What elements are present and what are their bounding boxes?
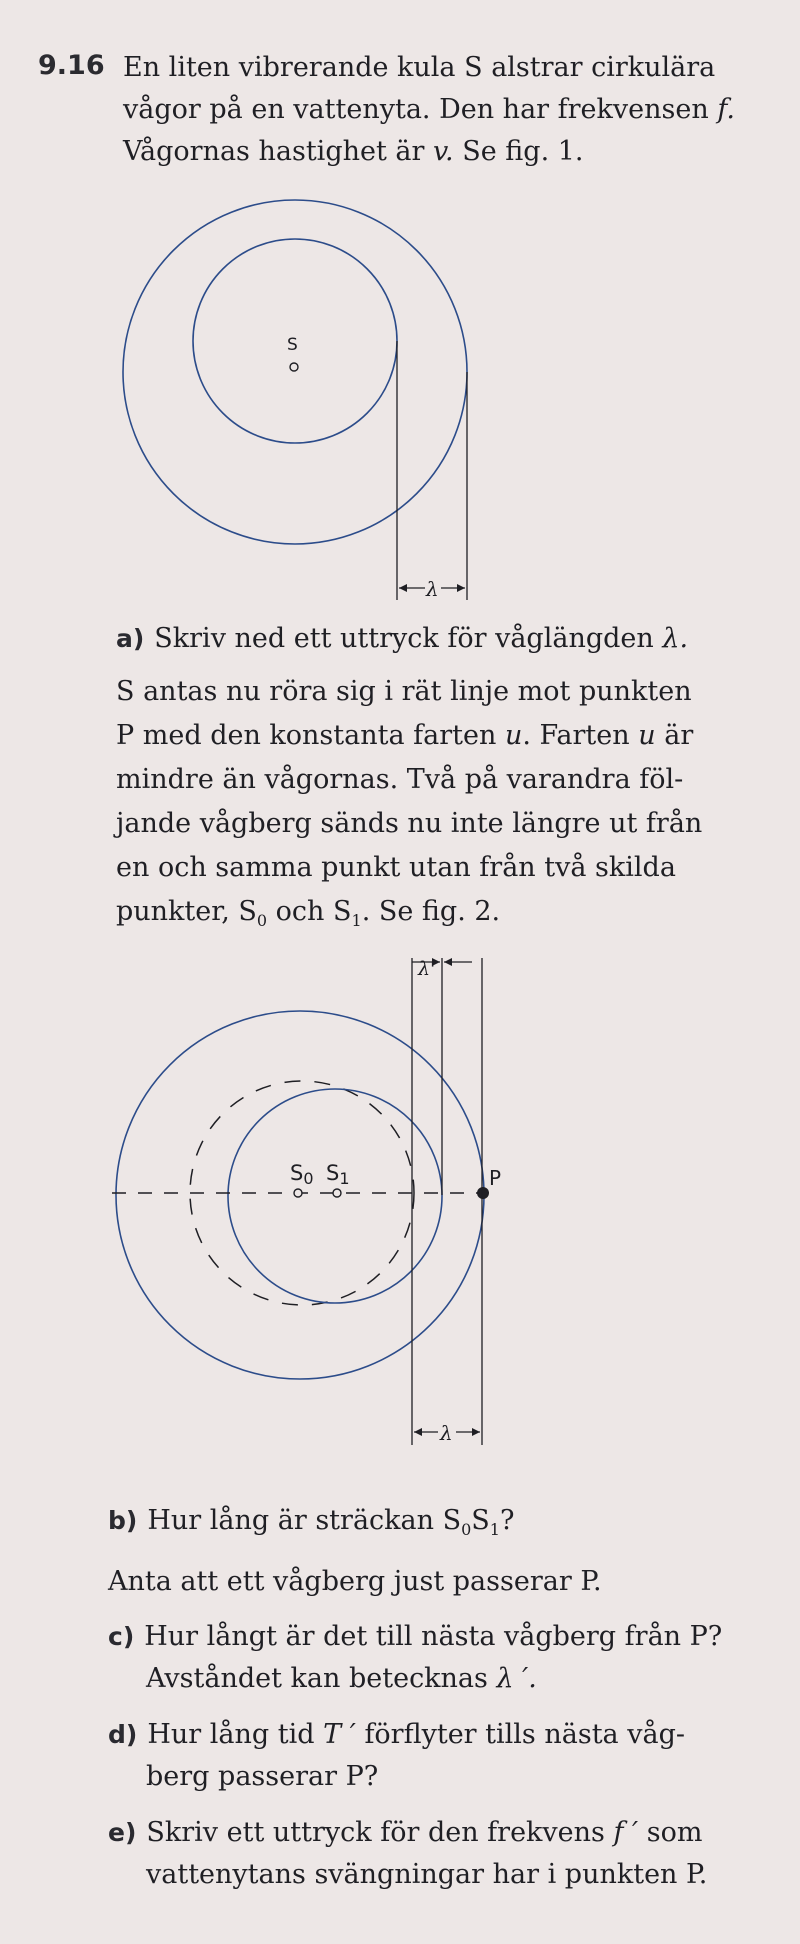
s1-label: S1 xyxy=(326,1161,350,1188)
intro-line-2: vågor på en vattenyta. Den har frekvensen f. xyxy=(123,94,735,125)
problem-number: 9.16 xyxy=(38,50,105,81)
question-d: d) Hur lång tid T ′ förflyter tills nästa våg- berg passerar P? xyxy=(108,1719,685,1792)
arrowhead-l2-left xyxy=(414,1428,422,1436)
arrowhead-lp-right xyxy=(444,958,452,966)
wavelength-label-fig2: λ xyxy=(440,1421,453,1445)
motion-paragraph xyxy=(116,670,702,943)
point-p-label: P xyxy=(489,1166,502,1190)
arrowhead-l2-right xyxy=(472,1428,480,1436)
frequency-symbol: f. xyxy=(717,94,735,125)
period-prime-symbol: T ′ xyxy=(323,1719,356,1750)
question-a xyxy=(116,618,688,660)
question-b: b) Hur lång är sträckan $S_0S_1$? xyxy=(108,1505,515,1539)
question-e-label: e) xyxy=(108,1818,137,1847)
question-b-label: b) xyxy=(108,1506,138,1535)
statement: Anta att ett vågberg just passerar P. xyxy=(108,1566,602,1597)
wavelength-prime-label: λ' xyxy=(418,958,436,980)
paragraph-line-3: mindre än vågornas. Två på varandra föl- xyxy=(116,764,684,795)
paragraph-line-5: en och samma punkt utan från två skilda xyxy=(116,852,676,883)
figure-1-drawing xyxy=(123,200,467,601)
figure-2-drawing xyxy=(112,958,501,1445)
question-d-label: d) xyxy=(108,1720,138,1749)
wavelength-label-fig1: λ xyxy=(426,577,439,601)
source-dot xyxy=(290,363,298,371)
paragraph-line-1: S antas nu röra sig i rät linje mot punkten xyxy=(116,676,692,707)
lambda-symbol: λ. xyxy=(662,623,689,654)
question-c: c) Hur långt är det till nästa vågberg från P? Avståndet kan betecknas λ ′. xyxy=(108,1621,723,1694)
question-a-label: a) xyxy=(116,624,145,653)
s0-dot xyxy=(294,1189,302,1197)
s0-label: S0 xyxy=(290,1161,314,1188)
question-c-label: c) xyxy=(108,1622,135,1651)
intro-line-1: En liten vibrerande kula S alstrar cirkulära xyxy=(123,52,716,83)
s1-dot xyxy=(333,1189,341,1197)
arrowhead-left xyxy=(399,584,407,592)
velocity-symbol: v. xyxy=(433,136,454,167)
point-p-dot xyxy=(477,1187,489,1199)
outer-wavefront xyxy=(123,200,467,544)
paragraph-line-2: P med den konstanta farten u. Farten u är xyxy=(116,720,694,751)
question-e: e) Skriv ett uttryck för den frekvens f ′ som vattenytans svängningar har i punkten P. xyxy=(108,1817,708,1890)
arrowhead-right xyxy=(457,584,465,592)
lambda-prime-symbol: λ ′. xyxy=(496,1663,537,1694)
question-a-text: Skriv ned ett uttryck för våglängden xyxy=(154,623,654,654)
paragraph-line-6: punkter, $S_0$ och $S_1$. Se fig. 2. xyxy=(116,896,501,930)
frequency-prime-symbol: f ′ xyxy=(613,1817,639,1848)
paragraph-line-4: jande vågberg sänds nu inte längre ut från xyxy=(116,808,703,839)
source-label: S xyxy=(287,335,298,355)
intro-line-3: Vågornas hastighet är v. Se fig. 1. xyxy=(123,136,584,167)
